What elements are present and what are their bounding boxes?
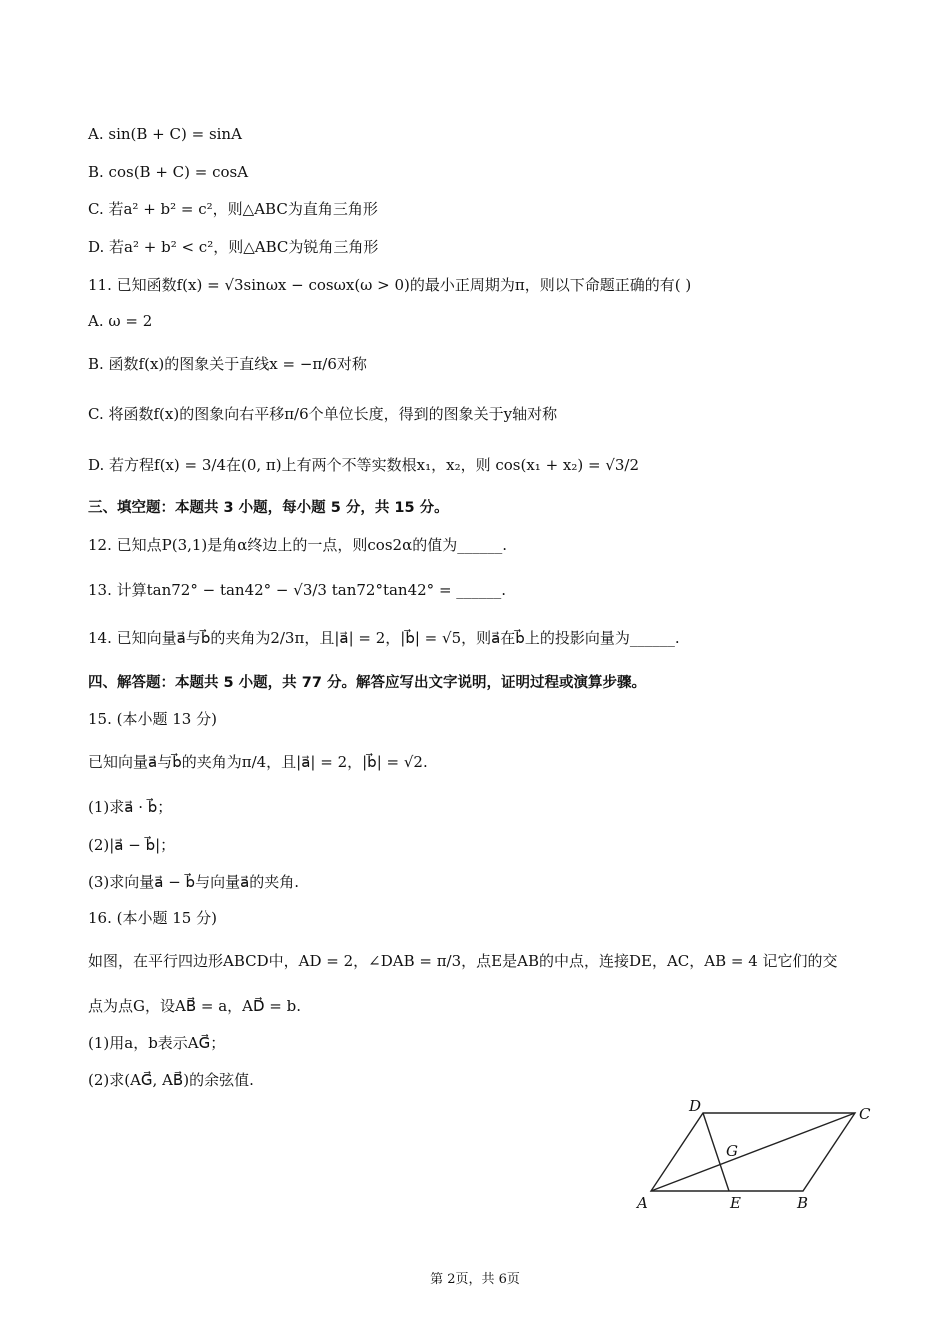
question-15-part-1: (1)求a⃗ · b⃗； <box>88 798 173 816</box>
page-footer: 第 2页，共 6页 <box>430 1272 520 1287</box>
question-13: 13. 计算tan72° − tan42° − √3/3 tan72°tan42° = ______. <box>88 581 507 599</box>
question-14: 14. 已知向量a⃗与b⃗的夹角为2/3π，且|a⃗| = 2，|b⃗| = √5，则a⃗在b⃗上的投影向量为______. <box>88 629 680 647</box>
label-a: A <box>637 1194 648 1212</box>
question-15-part-3: (3)求向量a⃗ − b⃗与向量a⃗的夹角. <box>88 873 300 891</box>
option-11c: C. 将函数f(x)的图象向右平移π/6个单位长度，得到的图象关于y轴对称 <box>88 405 558 423</box>
question-15-header: 15. (本小题 13 分) <box>88 710 217 728</box>
option-11b: B. 函数f(x)的图象关于直线x = −π/6对称 <box>88 355 367 373</box>
question-16-stem-line-1: 如图，在平行四边形ABCD中，AD = 2，∠DAB = π/3，点E是AB的中点，连接DE，AC，AB = 4 记它们的交 <box>88 952 838 970</box>
label-g: G <box>726 1142 738 1160</box>
label-b: B <box>797 1194 809 1212</box>
parallelogram-figure <box>625 1095 885 1220</box>
label-d: D <box>689 1097 702 1115</box>
question-16-part-1: (1)用a，b表示AG⃗； <box>88 1034 226 1052</box>
question-12: 12. 已知点P(3,1)是角α终边上的一点，则cos2α的值为______. <box>88 536 507 554</box>
question-15-stem: 已知向量a⃗与b⃗的夹角为π/4，且|a⃗| = 2，|b⃗| = √2. <box>88 753 428 771</box>
label-c: C <box>859 1105 871 1123</box>
diagonal-ac <box>651 1113 855 1191</box>
option-10a: A. sin(B + C) = sinA <box>88 125 242 143</box>
question-15-part-2: (2)|a⃗ − b⃗|； <box>88 836 176 854</box>
option-10b: B. cos(B + C) = cosA <box>88 163 249 181</box>
option-11d: D. 若方程f(x) = 3/4在(0, π)上有两个不等实数根x₁，x₂，则 cos(x₁ + x₂) = √3/2 <box>88 456 640 474</box>
option-10c: C. 若a² + b² = c²，则△ABC为直角三角形 <box>88 200 378 218</box>
question-16-header: 16. (本小题 15 分) <box>88 909 217 927</box>
question-16-stem-line-2: 点为点G，设AB⃗ = a，AD⃗ = b. <box>88 997 302 1015</box>
label-e: E <box>730 1194 741 1212</box>
option-11a: A. ω = 2 <box>88 312 153 330</box>
question-11: 11. 已知函数f(x) = √3sinωx − cosωx(ω > 0)的最小正周期为π，则以下命题正确的有( ) <box>88 276 692 294</box>
section-fill-in-heading: 三、填空题：本题共 3 小题，每小题 5 分，共 15 分。 <box>88 500 449 516</box>
question-16-part-2: (2)求(AG⃗, AB⃗)的余弦值. <box>88 1071 254 1089</box>
option-10d: D. 若a² + b² < c²，则△ABC为锐角三角形 <box>88 238 379 256</box>
section-answer-heading: 四、解答题：本题共 5 小题，共 77 分。解答应写出文字说明，证明过程或演算步骤。 <box>88 675 646 691</box>
